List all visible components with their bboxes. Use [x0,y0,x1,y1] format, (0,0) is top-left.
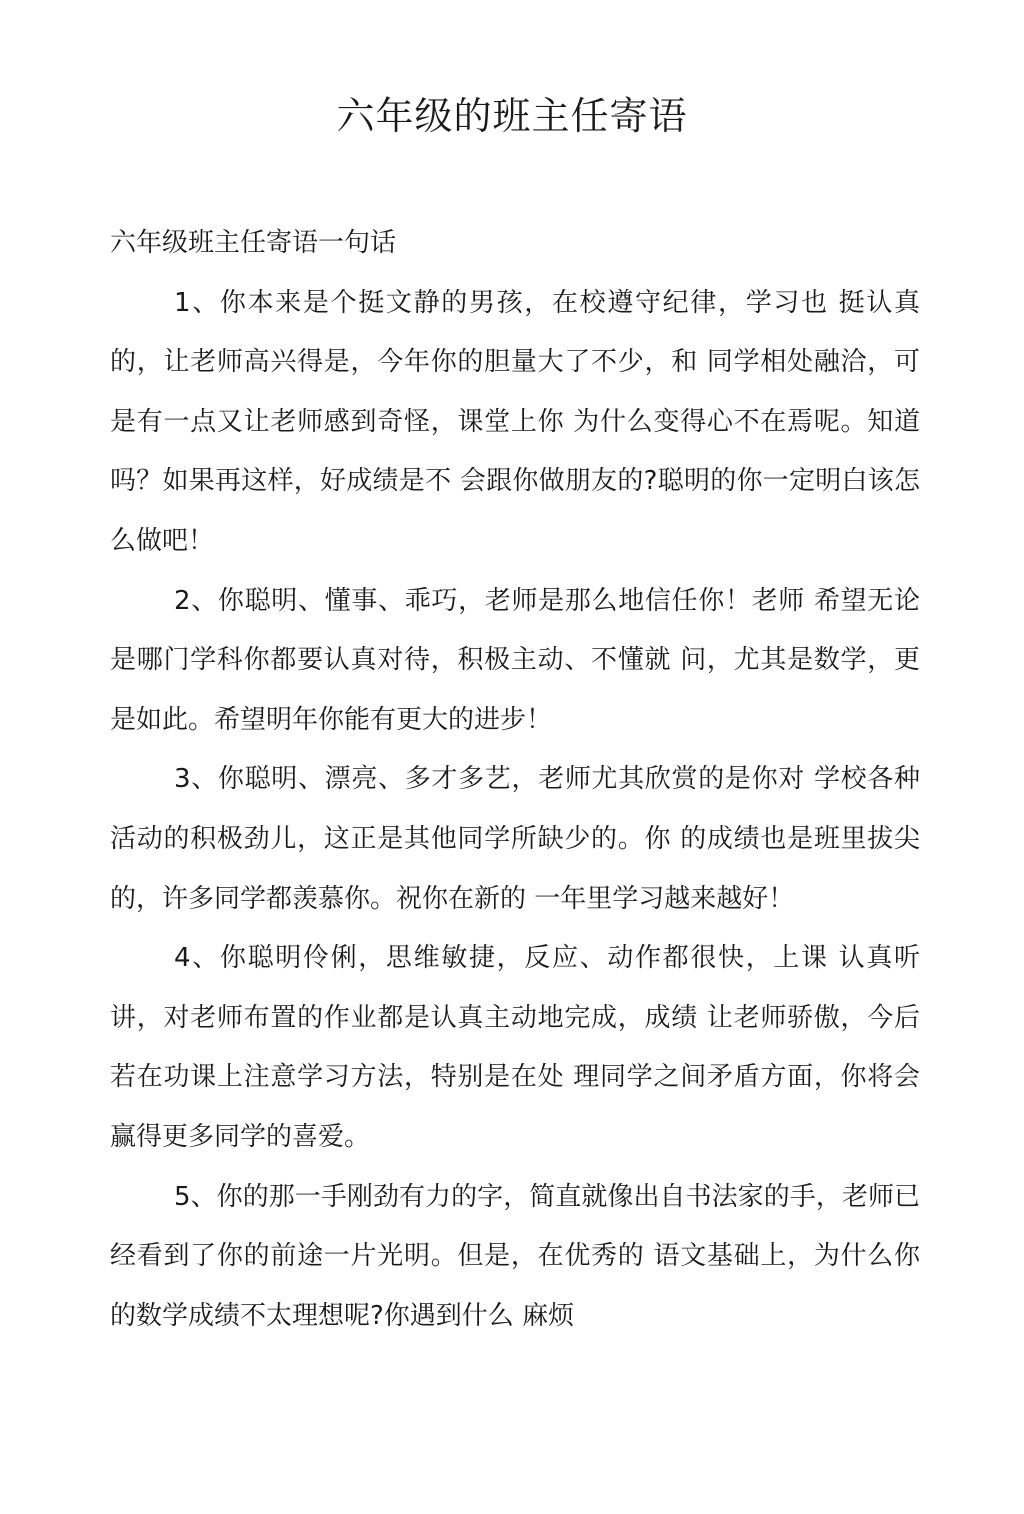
paragraph-4: 4、你聪明伶俐，思维敏捷，反应、动作都很快，上课 认真听讲，对老师布置的作业都是认真主动地完成，成绩 让老师骄傲，今后若在功课上注意学习方法，特别是在处 理同学之间矛盾方面，你将会赢得更多同学的喜爱。 [110,943,920,1152]
paragraph-3: 3、你聪明、漂亮、多才多艺，老师尤其欣赏的是你对 学校各种活动的积极劲儿，这正是其他同学所缺少的。你 的成绩也是班里拔尖的，许多同学都羡慕你。祝你在新的 一年里学习越来越好！ [110,764,920,914]
paragraph-5: 5、你的那一手刚劲有力的字，简直就像出自书法家的手，老师已经看到了你的前途一片光明。但是，在优秀的 语文基础上，为什么你的数学成绩不太理想呢?你遇到什么 麻烦 [110,1181,920,1331]
document-body [110,214,920,1346]
paragraph-1: 1、你本来是个挺文静的男孩，在校遵守纪律，学习也 挺认真的，让老师高兴得是，今年你的胆量大了不少，和 同学相处融洽，可是有一点又让老师感到奇怪，课堂上你 为什么变得心不在焉呢。知道吗？如果再这样，好成绩是不 会跟你做朋友的?聪明的你一定明白该怎么做吧！ [110,287,920,556]
paragraph-2: 2、你聪明、懂事、乖巧，老师是那么地信任你！老师 希望无论是哪门学科你都要认真对待，积极主动、不懂就 问，尤其是数学，更是如此。希望明年你能有更大的进步！ [110,585,920,735]
document-title: 六年级的班主任寄语 [336,94,688,138]
section-heading: 六年级班主任寄语一句话 [110,228,397,258]
